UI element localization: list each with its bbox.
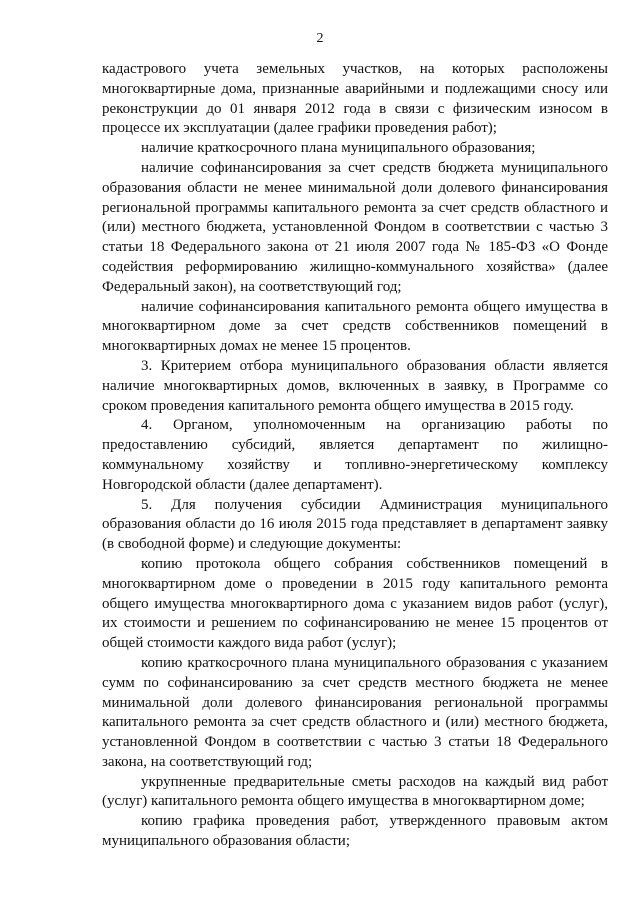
paragraph: укрупненные предварительные сметы расходов на каждый вид работ (услуг) капитального ремонта общего имущества в многоквартирном доме; (102, 773, 608, 810)
paragraph: кадастрового учета земельных участков, на которых расположены многоквартирные дома, признанные аварийными и подлежащими сносу или реконструкции до 01 января 2012 года в связи с физическим износом в процессе их эксплуатации (далее графики проведения работ); (102, 61, 608, 137)
paragraph: копию протокола общего собрания собственников помещений в многоквартирном доме о проведении в 2015 году капитального ремонта общего имущества многоквартирного дома с указанием видов работ (услуг), их стоимости и решением по софинансированию не менее 15 процентов от общей стоимости каждого вида работ (услуг); (102, 555, 608, 652)
paragraph: 5. Для получения субсидии Администрация муниципального образования области до 16 июля 2015 года представляет в департамент заявку (в свободной форме) и следующие документы: (102, 496, 608, 553)
paragraph: копию краткосрочного плана муниципального образования с указанием сумм по софинансированию за счет средств местного бюджета не менее минимальной доли долевого финансирования региональной программы капитального ремонта за счет средств областного и (или) местного бюджета, установленной Фондом в соответствии с частью 3 статьи 18 Федерального закона, на соответствующий год; (102, 654, 608, 770)
page-number: 2 (316, 31, 324, 46)
paragraph: копию графика проведения работ, утвержденного правовым актом муниципального образования области; (102, 813, 608, 850)
document-body (102, 60, 608, 852)
paragraph: наличие краткосрочного плана муниципального образования; (141, 140, 536, 157)
paragraph: 4. Органом, уполномоченным на организацию работы по предоставлению субсидий, является департамент по жилищно-коммунальному хозяйству и топливно-энергетическому комплексу Новгородской области (далее департамент). (102, 417, 608, 493)
paragraph: 3. Критерием отбора муниципального образования области является наличие многоквартирных домов, включенных в заявку, в Программе со сроком проведения капитального ремонта общего имущества в 2015 году. (102, 357, 608, 414)
paragraph: наличие софинансирования капитального ремонта общего имущества в многоквартирном доме за счет средств собственников помещений в многоквартирных домах не менее 15 процентов. (102, 298, 608, 355)
paragraph: наличие софинансирования за счет средств бюджета муниципального образования области не менее минимальной доли долевого финансирования региональной программы капитального ремонта за счет средств областного и (или) местного бюджета, установленной Фондом в соответствии с частью 3 статьи 18 Федерального закона от 21 июля 2007 года № 185-ФЗ «О Фонде содействия реформированию жилищно-коммунального хозяйства» (далее Федеральный закон), на соответствующий год; (102, 159, 608, 295)
